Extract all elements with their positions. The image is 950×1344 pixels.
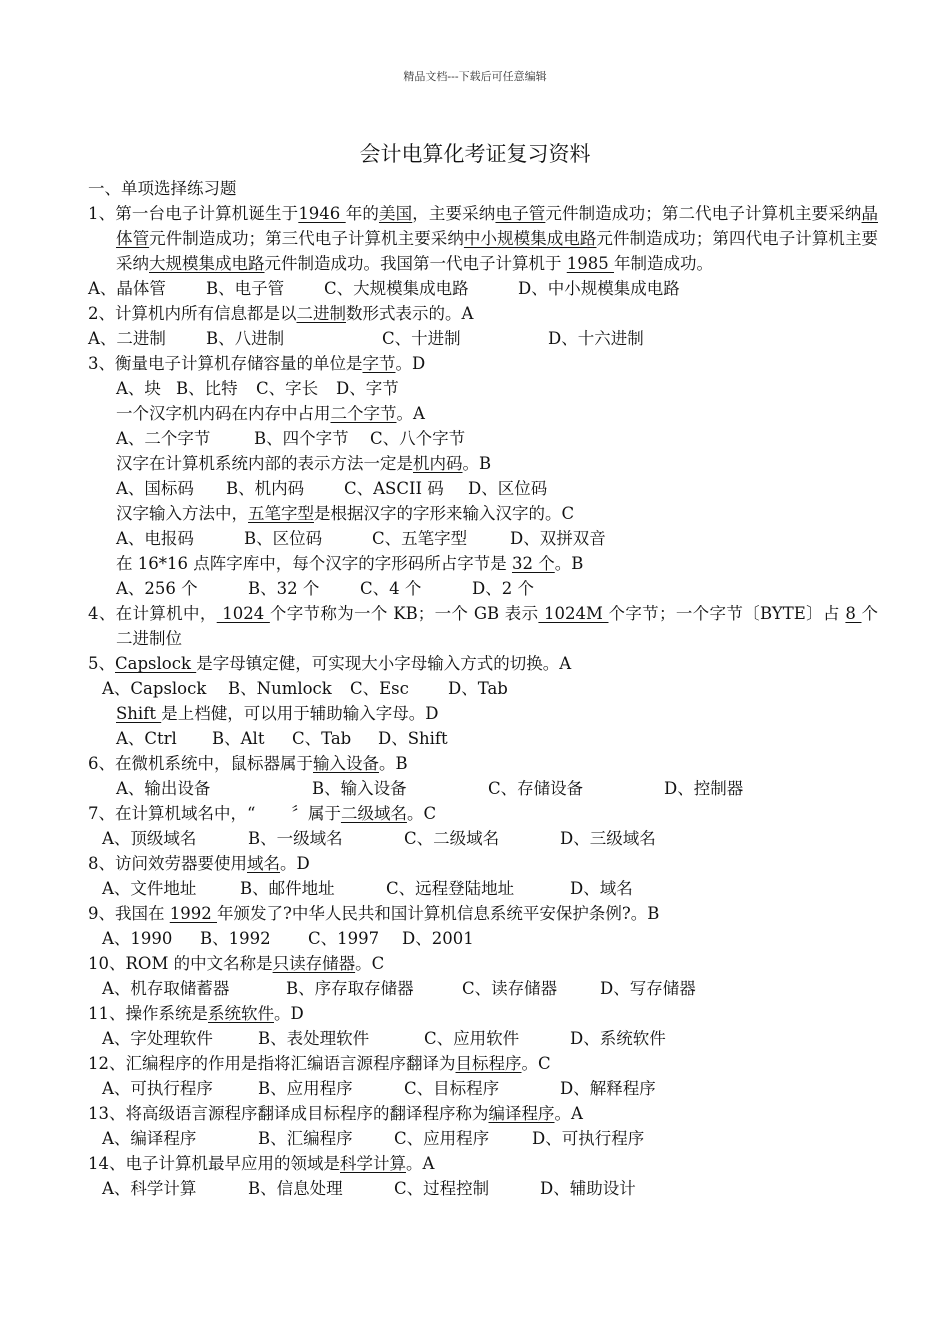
question-8: 8、访问效劳器要使用域名。D [88,854,310,873]
options-q6: A、输出设备 B、输入设备 C、存储设备 D、控制器 [116,779,744,798]
answer-blank: 目标程序 [455,1054,522,1073]
document-title: 会计电算化考证复习资料 [359,142,591,166]
options-q13: A、编译程序 B、汇编程序 C、应用程序 D、可执行程序 [102,1129,645,1148]
answer-blank: 字节 [362,354,396,373]
answer-blank: 1985 [566,254,614,273]
answer-blank: 输入设备 [313,754,379,773]
question-4: 4、在计算机中， 1024 个字节称为一个 KB；一个 GB 表示 1024M 个字节；一个字节〔BYTE〕占 8 个二进制位 [88,604,878,648]
question-5a: Shift 是上档健，可以用于辅助输入字母。D [116,704,439,723]
answer-blank: 1024M [538,604,609,623]
options-q3d: A、256 个 B、32 个 C、4 个 D、2 个 [116,579,534,598]
options-q14: A、科学计算 B、信息处理 C、过程控制 D、辅助设计 [102,1179,636,1198]
question-2: 2、计算机内所有信息都是以二进制数形式表示的。A [88,304,474,323]
page-header: 精品文档---下载后可任意编辑 [403,70,547,83]
answer-blank: 1024 [216,604,270,623]
answer-blank: 1946 [298,204,346,223]
question-13: 13、将高级语言源程序翻译成目标程序的翻译程序称为编译程序。A [88,1104,583,1123]
options-q7: A、顶级域名 B、一级域名 C、二级域名 D、三级域名 [102,829,656,848]
answer-blank: 1992 [169,904,217,923]
question-10: 10、ROM 的中文名称是只读存储器。C [88,954,385,973]
question-3c: 汉字输入方法中，五笔字型是根据汉字的字形来输入汉字的。C [116,504,575,523]
answer-blank: 科学计算 [340,1154,406,1173]
answer-blank: 8 [845,604,862,623]
answer-blank: 机内码 [413,454,463,473]
options-q1: A、晶体管 B、电子管 C、大规模集成电路 D、中小规模集成电路 [88,279,680,298]
answer-blank: 二个字节 [330,404,397,423]
question-3a: 一个汉字机内码在内存中占用二个字节。A [116,404,425,423]
answer-blank: 二进制 [296,304,346,323]
options-q2: A、二进制 B、八进制 C、十进制 D、十六进制 [88,329,644,348]
answer-blank: 32 个 [511,554,555,573]
question-3b: 汉字在计算机系统内部的表示方法一定是机内码。B [116,454,492,473]
answer-blank: Capslock [115,654,197,673]
question-14: 14、电子计算机最早应用的领域是科学计算。A [88,1154,435,1173]
question-11: 11、操作系统是系统软件。D [88,1004,304,1023]
question-5: 5、Capslock 是字母镇定健，可实现大小字母输入方式的切换。A [88,654,572,673]
section-heading: 一、单项选择练习题 [88,179,237,198]
answer-blank: 美国 [378,204,413,223]
options-q8: A、文件地址 B、邮件地址 C、远程登陆地址 D、域名 [102,879,633,898]
answer-blank: 编译程序 [488,1104,555,1123]
answer-blank: Shift [116,704,162,723]
answer-blank: 电子管 [495,204,546,223]
options-q3: A、块 B、比特 C、字长 D、字节 [116,379,399,398]
answer-blank: 系统软件 [208,1004,274,1023]
options-q5a: A、Ctrl B、Alt C、Tab D、Shift [116,729,448,748]
question-1: 1、第一台电子计算机诞生于1946 年的美国，主要采纳电子管元件制造成功；第二代电子计算机主要采纳晶体管元件制造成功；第三代电子计算机主要采纳中小规模集成电路元件制造成功；第四代电子计算机主要采纳大规模集成电路元件制造成功。我国第一代电子计算机于 1985 年制造成功。 [88,204,879,273]
options-q5: A、Capslock B、Numlock C、Esc D、Tab [102,679,508,698]
question-3: 3、衡量电子计算机存储容量的单位是字节。D [88,354,426,373]
question-9: 9、我国在 1992 年颁发了?中华人民共和国计算机信息系统平安保护条例?。B [88,904,660,923]
answer-blank: 只读存储器 [272,954,356,973]
answer-blank: 域名 [247,854,280,873]
answer-blank: 大规模集成电路 [149,254,265,273]
answer-blank: 中小规模集成电路 [463,229,597,248]
options-q3a: A、二个字节 B、四个字节 C、八个字节 [116,429,466,448]
document-body [88,176,878,1201]
options-q12: A、可执行程序 B、应用程序 C、目标程序 D、解释程序 [102,1079,656,1098]
question-6: 6、在微机系统中，鼠标器属于输入设备。B [88,754,408,773]
answer-blank: 五笔字型 [248,504,314,523]
options-q11: A、字处理软件 B、表处理软件 C、应用软件 D、系统软件 [102,1029,666,1048]
options-q9: A、1990 B、1992 C、1997 D、2001 [102,929,474,948]
answer-blank: 二级域名 [340,804,407,823]
answer-blank: 晶体管 [116,204,879,248]
question-3d: 在 16*16 点阵字库中，每个汉字的字形码所占字节是 32 个。B [116,554,584,573]
options-q3c: A、电报码 B、区位码 C、五笔字型 D、双拼双音 [116,529,606,548]
options-q3b: A、国标码 B、机内码 C、ASCII 码 D、区位码 [116,479,548,498]
options-q10: A、机存取储蓄器 B、序存取存储器 C、读存储器 D、写存储器 [102,979,696,998]
question-12: 12、汇编程序的作用是指将汇编语言源程序翻译为目标程序。C [88,1054,551,1073]
question-7: 7、在计算机域名中，“ 〞属于二级域名。C [88,804,437,823]
